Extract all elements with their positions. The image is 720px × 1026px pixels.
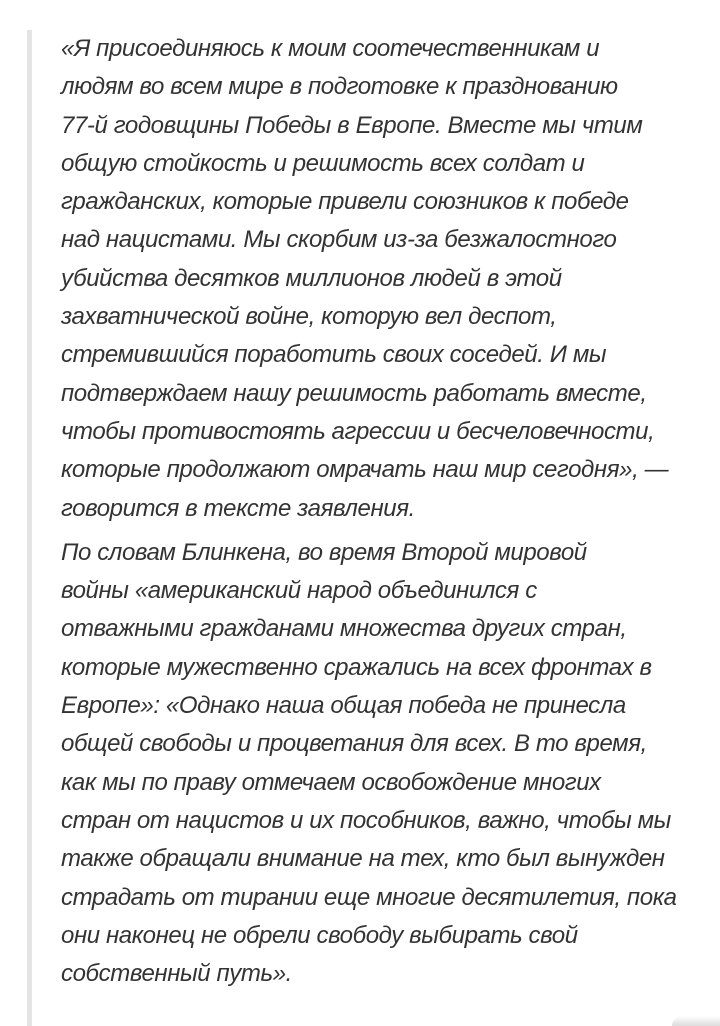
text-line: страдать от тирании еще многие десятилетия, пока [61, 883, 677, 911]
text-line: Европе»: «Однако наша общая победа не принесла [61, 692, 626, 720]
text-line: говорится в тексте заявления. [61, 494, 415, 522]
blockquote [61, 30, 701, 993]
text-line: стремившийся поработить своих соседей. И мы [61, 341, 607, 369]
text-line: убийства десятков миллионов людей в этой [61, 264, 562, 292]
text-line: чтобы противостоять агрессии и бесчеловечности, [61, 417, 655, 445]
text-line: «Я присоединяюсь к моим соотечественникам и [61, 35, 600, 62]
blockquote-border [27, 30, 32, 1026]
text-line: стран от нацистов и их пособников, важно, чтобы мы [61, 806, 671, 834]
text-line: отважными гражданами множества других стран, [61, 615, 627, 643]
text-line: 77-й годовщины Победы в Европе. Вместе мы чтим [61, 111, 643, 139]
text-line: гражданских, которые привели союзников к победе [61, 188, 629, 216]
text-line: также обращали внимание на тех, кто был вынужден [61, 845, 665, 873]
text-line: войны «американский народ объединился с [61, 577, 537, 605]
text-line: общую стойкость и решимость всех солдат и [61, 149, 585, 177]
text-line: которые мужественно сражались на всех фронтах в [61, 653, 652, 681]
text-line: захватнической войне, которую вел деспот, [61, 303, 557, 331]
quote-paragraph-1 [61, 30, 701, 528]
text-line: над нацистами. Мы скорбим из-за безжалостного [61, 226, 617, 254]
scroll-shadow [672, 1016, 720, 1026]
text-line: собственный путь». [61, 960, 292, 988]
text-line: общей свободы и процветания для всех. В то время, [61, 730, 647, 758]
text-line: По словам Блинкена, во время Второй мировой [61, 538, 587, 566]
text-line: людям во всем мире в подготовке к празднованию [61, 73, 618, 101]
text-line: подтверждаем нашу решимость работать вместе, [61, 379, 647, 407]
text-line: как мы по праву отмечаем освобождение многих [61, 768, 601, 796]
text-line: которые продолжают омрачать наш мир сегодня», — [61, 456, 669, 484]
text-line: они наконец не обрели свободу выбирать свой [61, 921, 578, 949]
quote-paragraph-2 [61, 534, 701, 994]
